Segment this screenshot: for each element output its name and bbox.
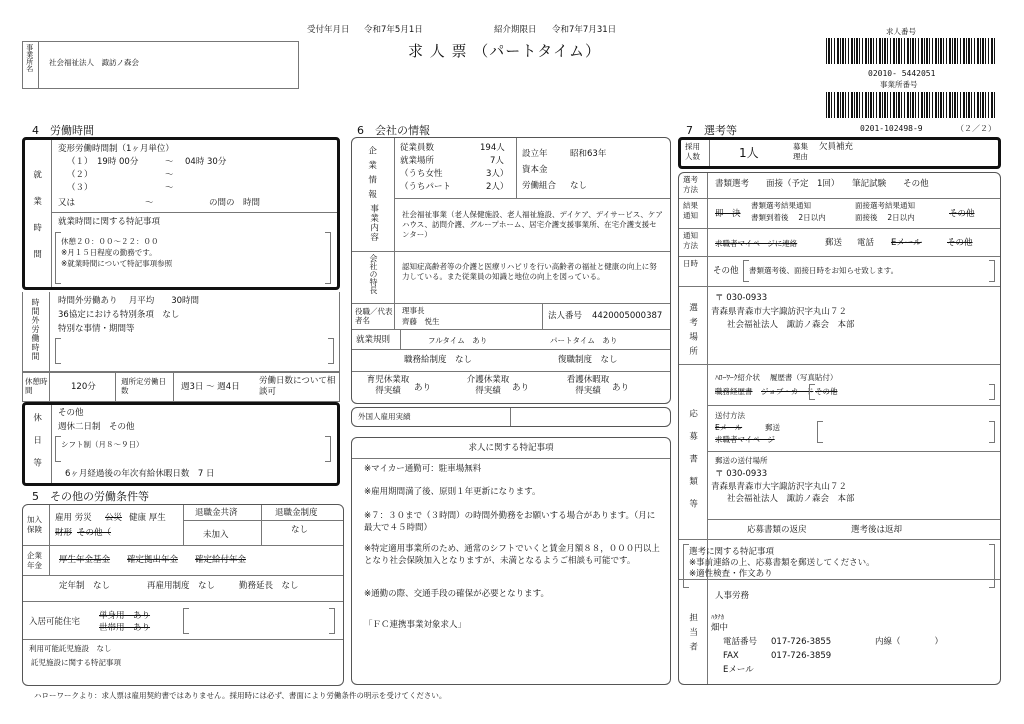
rules-part: パートタイム あり xyxy=(550,336,618,345)
job-notes-box xyxy=(351,437,671,685)
work-hours-box xyxy=(22,137,340,290)
date-prefix: その他 xyxy=(713,266,739,276)
method-value: 書類選考 面接（予定 1回） 筆記試験 その他 xyxy=(715,179,929,189)
shift1-start: 19時 00分 xyxy=(97,157,139,167)
holiday-label: 休日等 xyxy=(31,413,42,481)
weekly-days: 週3日 ～ 週4日 xyxy=(181,382,240,392)
conditions-box xyxy=(22,504,344,686)
shift3-no: （３） xyxy=(67,183,93,193)
shift1-no: （１） xyxy=(67,157,93,167)
contact-name: 畑中 xyxy=(711,623,729,633)
feature-text: 認知症高齢者等の介護と医療リハビリを行い高齢者の福祉と健康の向上に努力している。また従業員の知識と地位の向上を図っている。 xyxy=(402,262,657,282)
page-indicator: （２／２） xyxy=(956,124,996,133)
date-label: 日時 xyxy=(683,259,698,268)
office-number-barcode xyxy=(826,92,996,118)
rehire: 再雇用制度 なし xyxy=(147,581,216,591)
between-text: の間の 時間 xyxy=(209,198,261,208)
break-label: 休憩時間 xyxy=(25,377,48,395)
selection-note-line: ※事前連絡の上、応募書類を郵送してください。 xyxy=(689,558,875,568)
retire-mutual-label: 退職金共済 xyxy=(195,508,238,518)
care-leave-label: 介護休業取得実績 xyxy=(466,375,510,397)
rep-name: 齊藤 悦生 xyxy=(402,317,440,326)
notify-option: Eメール xyxy=(891,238,922,248)
nursing-leave-label: 看護休暇取得実績 xyxy=(566,375,610,397)
send-method-label: 送付方法 xyxy=(715,411,745,420)
break-value: 120分 xyxy=(71,382,96,392)
send-option: Eメール xyxy=(715,423,743,432)
hours-note-title: 就業時間に関する特記事項 xyxy=(58,217,161,227)
pension-option: 確定給付年金 xyxy=(195,555,247,565)
company-box xyxy=(351,137,671,404)
received-date: 令和7年5月1日 xyxy=(364,25,423,35)
insurance-struck: 財形 xyxy=(55,528,73,538)
grade-system: 職務給制度 なし xyxy=(404,355,473,365)
hire-count: 1人 xyxy=(739,146,759,160)
place-address: 青森県青森市大字諏訪沢字丸山７２ xyxy=(711,307,848,317)
part-value: 2人） xyxy=(486,182,509,192)
insurance-struck: その他（ xyxy=(77,528,112,538)
reason-value: 欠員補充 xyxy=(819,142,854,152)
childcare-label: 利用可能託児施設 なし xyxy=(29,644,112,653)
office-number-label: 事業所番号 xyxy=(880,80,918,89)
contact-label: 担当者 xyxy=(687,613,698,657)
notify-label: 通知方法 xyxy=(683,231,698,250)
shift2-no: （２） xyxy=(67,170,93,180)
office-vertical-label: 事業所名 xyxy=(25,44,34,72)
hire-label: 採用人数 xyxy=(685,142,700,161)
return-value: 選考後は返却 xyxy=(851,525,903,535)
job-note: ※マイカー通勤可：駐車場無料 xyxy=(364,464,482,474)
page-title: 求 人 票 （パートタイム） xyxy=(408,42,602,60)
retire-system-label: 退職金制度 xyxy=(275,508,318,518)
insurance-label: 加入保険 xyxy=(27,515,42,534)
footer-note: ハローワークより：求人票は雇用契約書ではありません。採用時には必ず、書面により労働条件の明示を受けてください。 xyxy=(34,691,447,700)
notify-option: その他 xyxy=(947,238,973,248)
received-label: 受付年月日 xyxy=(307,25,350,35)
send-zip: 〒 030-0933 xyxy=(715,469,768,479)
result-label: 結果通知 xyxy=(683,201,698,220)
section6-title: 6 会社の情報 xyxy=(357,124,430,137)
shift-type: 変形労働時間制（1ヶ月単位） xyxy=(58,144,174,154)
hours-note-line: 休憩２０：００～２２：００ xyxy=(61,237,159,246)
insurance-items: 雇用 労災 xyxy=(55,513,92,523)
female-value: 3人） xyxy=(486,169,509,179)
rules-label: 就業規則 xyxy=(356,335,391,345)
retire-system-value: なし xyxy=(291,525,309,535)
phone-value: 017-726-3855 xyxy=(771,637,832,647)
email-label: Eメール xyxy=(723,665,754,675)
part-label: （うちパート xyxy=(400,182,452,192)
insurance-struck: 公災 xyxy=(105,513,123,523)
overtime-box xyxy=(22,292,340,372)
hours-note-line: ※就業時間について特記事項参照 xyxy=(61,259,173,268)
founded-value: 昭和63年 xyxy=(570,149,607,159)
job-note: ※雇用期間満了後、原則１年更新になります。 xyxy=(364,487,541,497)
notify-option: 郵送 xyxy=(825,238,843,248)
founded-label: 設立年 xyxy=(522,149,548,159)
pension-option: 確定拠出年金 xyxy=(127,555,179,565)
capital-label: 資本金 xyxy=(522,165,548,175)
corp-no: 4420005000387 xyxy=(592,311,663,321)
employees-label: 従業員数 xyxy=(400,143,435,153)
extension-label: 内線（ ） xyxy=(875,637,944,647)
notify-option: 電話 xyxy=(857,238,875,248)
notify-option: 求職者マイページに連絡 xyxy=(715,239,798,248)
shift1-tilde: ～ xyxy=(165,157,174,167)
weekly-note: 労働日数について相談可 xyxy=(259,376,336,398)
job-number: 02010- 5442051 xyxy=(868,69,936,78)
phone-label: 電話番号 xyxy=(723,637,758,647)
rep-label: 役職／代表者名 xyxy=(355,307,393,325)
break-row xyxy=(22,372,340,402)
reinstate-system: 復職制度 なし xyxy=(558,355,618,365)
place-zip: 〒 030-0933 xyxy=(715,293,768,303)
union-label: 労働組合 xyxy=(522,181,557,191)
childcare-note: 託児施設に関する特記事項 xyxy=(31,658,121,667)
or-text: 又は xyxy=(58,198,76,208)
holiday-other: その他 xyxy=(58,408,84,418)
paid-leave: 6ヶ月経過後の年次有給休暇日数 7 日 xyxy=(65,469,215,479)
rep-title: 理事長 xyxy=(402,306,425,315)
insurance-items: 健康 厚生 xyxy=(129,513,166,523)
contact-kana: ﾊﾀﾅｶ xyxy=(711,613,724,621)
section4-title: 4 労働時間 xyxy=(32,124,94,137)
shift2-tilde: ～ xyxy=(165,170,174,180)
rules-full: フルタイム あり xyxy=(428,336,488,345)
result-immediate: 即 決 xyxy=(715,209,741,219)
job-number-barcode xyxy=(826,38,996,64)
method-label: 選考方法 xyxy=(683,175,698,194)
corp-no-label: 法人番号 xyxy=(548,311,583,321)
job-note: 「ＦＣ連携事業対象求人」 xyxy=(364,620,467,630)
hire-box xyxy=(678,137,1001,169)
holiday-week: 週休二日制 その他 xyxy=(58,422,135,432)
pension-option: 厚生年金基金 xyxy=(59,555,111,565)
date-text: 書類選考後、面接日時をお知らせ致します。 xyxy=(749,266,899,275)
job-number-label: 求人番号 xyxy=(886,27,916,36)
company-info-label: 企業情報 xyxy=(366,146,377,204)
reason-label: 募集理由 xyxy=(793,142,808,161)
section7-title: 7 選考等 xyxy=(686,124,737,137)
send-org: 社会福祉法人 諏訪ノ森会 本部 xyxy=(727,494,855,504)
send-address: 青森県青森市大字諏訪沢字丸山７２ xyxy=(711,482,848,492)
housing-option: 単身用 あり xyxy=(99,611,151,621)
nursing-leave-value: あり xyxy=(612,383,630,393)
childcare-leave-value: あり xyxy=(414,383,432,393)
care-leave-value: あり xyxy=(512,383,530,393)
retire-age: 定年制 なし xyxy=(59,581,111,591)
place-org: 社会福祉法人 諏訪ノ森会 本部 xyxy=(727,320,855,330)
feature-label: 会社の特長 xyxy=(369,254,378,294)
deadline-label: 紹介期限日 xyxy=(494,25,537,35)
childcare-leave-label: 育児休業取得実績 xyxy=(366,375,410,397)
housing-option: 世帯用 あり xyxy=(99,623,151,633)
result-doc-value: 書類到着後 2日以内 xyxy=(751,213,826,222)
selection-box xyxy=(678,172,1001,685)
job-notes-title: 求人に関する特記事項 xyxy=(468,443,554,453)
business-text: 社会福祉事業（老人保健施設、老人福祉施設、デイケア、デイサービス、ケアハウス、訪問介護、グループホーム、居宅介護支援事業所、在宅介護支援センター） xyxy=(402,210,663,240)
place-label: 選考場所 xyxy=(687,303,698,361)
fax-value: 017-726-3859 xyxy=(771,651,832,661)
job-note: ※特定適用事業所のため、通常のシフトでいくと賃金月額８８，０００円以上となり社会保険加入となりますが、未満となるようご相談も可能です。 xyxy=(364,544,660,567)
send-place-label: 郵送の送付場所 xyxy=(715,456,768,465)
job-note: ※７：３０まで（３時間）の時間外勤務をお願いする場合があります。（月に最大で４５時間） xyxy=(364,511,656,534)
foreign-employment-box xyxy=(351,407,671,427)
holiday-shift: シフト制（月８～９日） xyxy=(61,440,144,449)
apply-label: 応募書類等 xyxy=(687,409,698,522)
apply-doc-option: 職務経歴書 xyxy=(715,387,753,396)
workplace-label: 就業場所 xyxy=(400,156,435,166)
work-hours-label: 就業時間 xyxy=(31,170,42,276)
business-label: 事業内容 xyxy=(368,204,379,242)
shift3-tilde: ～ xyxy=(165,183,174,193)
overtime-text: 時間外労働あり 月平均 30時間 xyxy=(58,296,200,306)
hours-note-line: ※月１５日程度の勤務です。 xyxy=(61,248,157,257)
result-doc-label: 書類選考結果通知 xyxy=(751,201,811,210)
overtime-label: 時間外労働時間 xyxy=(31,298,40,361)
extension: 勤務延長 なし xyxy=(239,581,299,591)
result-other: その他 xyxy=(949,209,975,219)
shift1-end: 04時 30分 xyxy=(185,157,227,167)
female-label: （うち女性 xyxy=(400,169,443,179)
send-option: 郵送 xyxy=(765,423,780,432)
deadline-date: 令和7年7月31日 xyxy=(552,25,617,35)
workplace-value: 7人 xyxy=(490,156,504,166)
art36-text: 36協定における特別条項 なし xyxy=(58,310,180,320)
special-period-label: 特別な事情・期間等 xyxy=(58,324,135,334)
contact-dept: 人事労務 xyxy=(715,591,750,601)
result-int-label: 面接選考結果通知 xyxy=(855,201,915,210)
holiday-box xyxy=(22,402,340,486)
employees-value: 194人 xyxy=(480,143,505,153)
return-label: 応募書類の返戻 xyxy=(747,525,807,535)
apply-docs: ﾊﾛｰﾜｰｸ紹介状 履歴書（写真貼付） xyxy=(715,373,838,382)
office-box xyxy=(22,41,299,89)
union-value: なし xyxy=(570,181,588,191)
or-tilde: ～ xyxy=(145,198,154,208)
job-note: ※通勤の際、交通手段の確保が必要となります。 xyxy=(364,589,549,599)
apply-doc-option: ジョブ・カード xyxy=(761,387,814,396)
selection-note-line: 選考に関する特記事項 xyxy=(689,547,775,557)
pension-label: 企業年金 xyxy=(27,551,42,570)
office-number: 0201-102498-9 xyxy=(860,124,923,133)
foreign-label: 外国人雇用実績 xyxy=(358,412,411,421)
office-name: 社会福祉法人 諏訪ノ森会 xyxy=(49,58,139,67)
weekly-days-label: 週所定労働日数 xyxy=(121,377,166,396)
selection-note-line: ※適性検査・作文あり xyxy=(689,569,773,579)
fax-label: FAX xyxy=(723,651,739,661)
result-int-value: 面接後 2日以内 xyxy=(855,213,915,222)
send-option: 求職者マイページ xyxy=(715,435,775,444)
housing-label: 入居可能住宅 xyxy=(29,617,81,627)
section5-title: 5 その他の労働条件等 xyxy=(32,490,149,503)
retire-mutual-value: 未加入 xyxy=(203,530,229,540)
apply-doc-option: その他 xyxy=(815,387,838,396)
